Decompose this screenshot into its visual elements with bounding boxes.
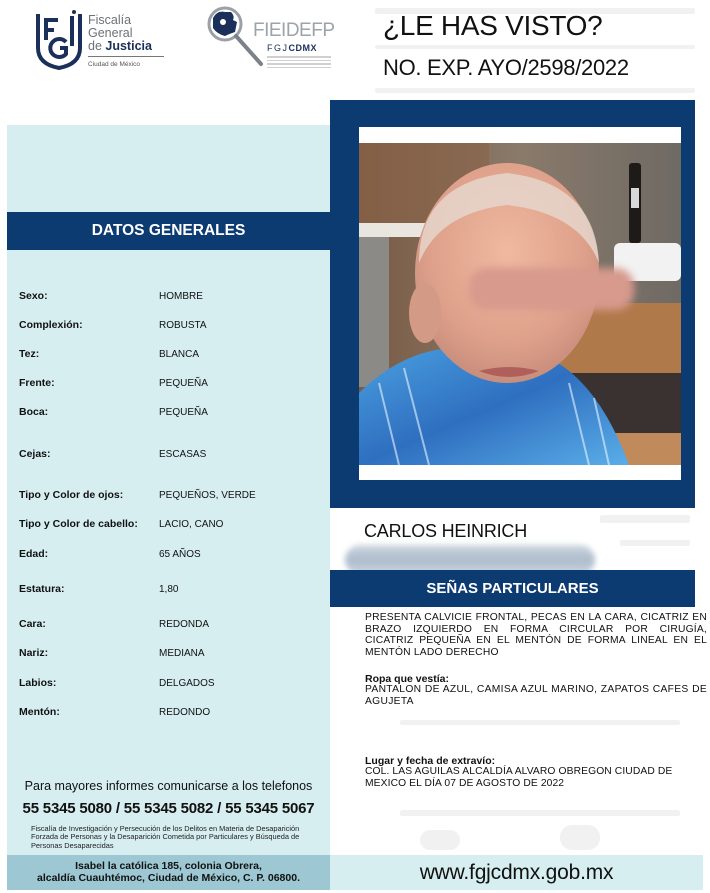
fgj-logo-text xyxy=(88,14,152,53)
fieidefp-sub-light: FGJ xyxy=(267,43,289,53)
lugar-label: Lugar y fecha de extravío: xyxy=(365,755,496,767)
website-link[interactable]: www.fgjcdmx.gob.mx xyxy=(330,855,703,890)
datos-generales-heading: DATOS GENERALES xyxy=(7,212,330,250)
datos-row-value: LACIO, CANO xyxy=(159,519,224,530)
datos-row-value: REDONDA xyxy=(159,619,210,630)
lugar-value: COL. LAS AGUILAS ALCALDÍA ALVARO OBREGON CIUDAD DE MEXICO EL DÍA 07 DE AGOSTO DE 2022 xyxy=(365,766,673,789)
datos-row-label: Complexión: xyxy=(19,319,83,331)
datos-row-value: PEQUEÑOS, VERDE xyxy=(159,490,256,501)
fiscalia-note: Fiscalía de Investigación y Persecución de los Delitos en Materia de Desaparición Forzada de Personas y la Desaparición Cometida por Particulares y Búsqueda de Personas Desaparecidas xyxy=(31,824,300,850)
fieidefp-logo xyxy=(205,6,345,72)
fgj-logo xyxy=(36,10,166,72)
datos-row-value: ESCASAS xyxy=(159,449,207,460)
datos-row-label: Cara: xyxy=(19,618,46,630)
datos-row-label: Tipo y Color de cabello: xyxy=(19,518,138,530)
datos-row-label: Tez: xyxy=(19,348,40,360)
datos-row-value: DELGADOS xyxy=(159,678,215,689)
address-line1: Isabel la católica 185, colonia Obrera, xyxy=(75,860,262,872)
datos-row-label: Labios: xyxy=(19,677,57,689)
datos-row-label: Estatura: xyxy=(19,583,65,595)
datos-row-label: Boca: xyxy=(19,406,49,418)
datos-row-value: 1,80 xyxy=(159,584,179,595)
fgj-line2: General xyxy=(88,26,133,40)
datos-row-label: Tipo y Color de ojos: xyxy=(19,489,124,501)
datos-row-label: Frente: xyxy=(19,377,55,389)
datos-row-label: Mentón: xyxy=(19,706,60,718)
fgj-line3-bold: Justicia xyxy=(105,39,152,53)
datos-row-value: 65 AÑOS xyxy=(159,549,201,560)
datos-row-value: ROBUSTA xyxy=(159,320,207,331)
datos-row-value: REDONDO xyxy=(159,707,211,718)
fieidefp-sub-bold: CDMX xyxy=(288,43,317,53)
contact-intro: Para mayores informes comunicarse a los telefonos xyxy=(24,779,313,793)
datos-row-value: PEQUEÑA xyxy=(159,378,208,389)
fgj-city: Ciudad de México xyxy=(88,61,141,68)
datos-row-value: BLANCA xyxy=(159,349,200,360)
address-bar xyxy=(7,855,330,890)
senas-description: PRESENTA CALVICIE FRONTAL, PECAS EN LA CARA, CICATRIZ EN BRAZO IZQUIERDO EN FORMA CIRCULAR POR CIRUGÍA, CICATRIZ PEQUEÑA EN EL MENTÓN DE FORMA LINEAL EN EL MENTÓN LADO DERECHO xyxy=(365,612,707,658)
fieidefp-title: FIEIDEFP xyxy=(253,20,335,41)
ropa-label: Ropa que vestía: xyxy=(365,673,450,685)
datos-row-label: Edad: xyxy=(19,548,49,560)
datos-row-label: Cejas: xyxy=(19,448,51,460)
address-line2: alcaldía Cuauhtémoc, Ciudad de México, C. P. 06800. xyxy=(37,872,300,884)
senas-particulares-heading: SEÑAS PARTICULARES xyxy=(330,570,695,607)
fgj-line3 xyxy=(88,40,152,53)
expediente-number: NO. EXP. AYO/2598/2022 xyxy=(383,55,629,80)
datos-row-value: MEDIANA xyxy=(159,648,205,659)
photo-illustration xyxy=(359,143,681,465)
ropa-value: PANTALON DE AZUL, CAMISA AZUL MARINO, ZAPATOS CAFES DE AGUJETA xyxy=(365,684,707,707)
datos-row-label: Nariz: xyxy=(19,647,49,659)
fgj-line3-prefix: de xyxy=(88,39,106,53)
fgj-divider xyxy=(88,56,164,57)
missing-person-photo xyxy=(359,143,681,465)
fgj-line1: Fiscalía xyxy=(88,13,132,27)
contact-phones: 55 5345 5080 / 55 5345 5082 / 55 5345 5067 xyxy=(22,800,315,817)
datos-row-value: PEQUEÑA xyxy=(159,407,208,418)
datos-row-label: Sexo: xyxy=(19,290,48,302)
fieidefp-subtitle xyxy=(267,43,317,53)
fieidefp-fine-print xyxy=(267,56,331,70)
datos-row-value: HOMBRE xyxy=(159,291,203,302)
person-name: CARLOS HEINRICH xyxy=(364,521,528,541)
fgj-shield-icon xyxy=(36,10,82,70)
poster-title: ¿LE HAS VISTO? xyxy=(383,10,603,41)
